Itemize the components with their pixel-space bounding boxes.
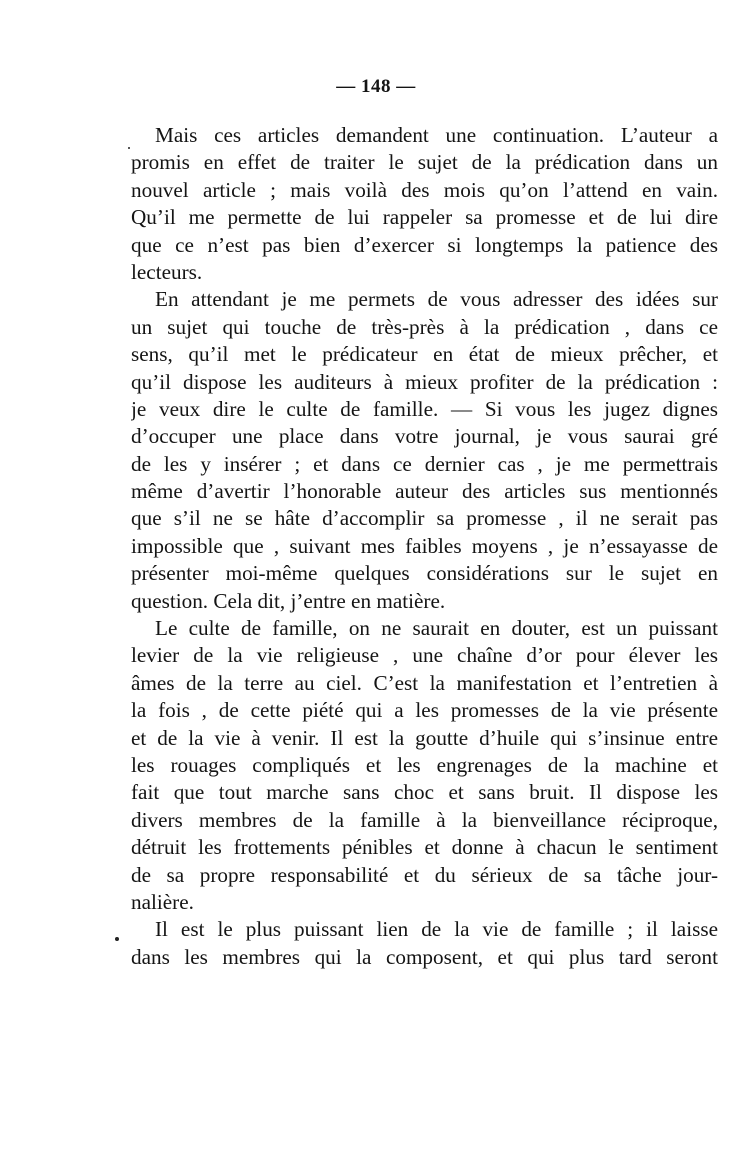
text-line: sens, qu’il met le prédicateur en état de mieux prêcher, et [131,342,718,367]
text-line: qu’il dispose les auditeurs à mieux profiter de la prédication : [131,369,718,394]
text-line: que ce n’est pas bien d’exercer si longtemps la patience des [131,232,718,257]
ink-speck [128,147,130,149]
text-line: de sa propre responsabilité et du sérieux de sa tâche jour- [131,862,718,887]
ink-speck [115,937,119,941]
text-line: les rouages compliqués et les engrenages de la machine et [131,752,718,777]
text-line: dans les membres qui la composent, et qui plus tard seront [131,944,718,969]
text-line: Qu’il me permette de lui rappeler sa promesse et de lui dire [131,205,718,230]
text-line: un sujet qui touche de très-près à la prédication , dans ce [131,314,718,339]
text-line: impossible que , suivant mes faibles moyens , je n’essayasse de [131,533,718,558]
text-line: la fois , de cette piété qui a les promesses de la vie présente [131,698,718,723]
text-line: fait que tout marche sans choc et sans bruit. Il dispose les [131,780,718,805]
body-text [131,122,718,971]
text-line: Mais ces articles demandent une continuation. L’auteur a [155,123,718,147]
text-line: que s’il ne se hâte d’accomplir sa promesse , il ne serait pas [131,506,718,531]
page-number: — 148 — [336,76,416,97]
text-line: Le culte de famille, on ne saurait en douter, est un puissant [155,616,718,641]
text-line: de les y insérer ; et dans ce dernier cas , je me permettrais [131,451,718,476]
text-line: nouvel article ; mais voilà des mois qu’on l’attend en vain. [131,177,718,202]
text-line: En attendant je me permets de vous adresser des idées sur [155,287,718,312]
text-line: je veux dire le culte de famille. — Si vous les jugez dignes [131,396,718,421]
text-line: âmes de la terre au ciel. C’est la manifestation et l’entretien à [131,670,718,695]
text-line: détruit les frottements pénibles et donne à chacun le sentiment [131,835,718,860]
text-line: lecteurs. [131,259,203,284]
text-line: divers membres de la famille à la bienveillance réciproque, [131,807,718,832]
text-line: promis en effet de traiter le sujet de la prédication dans un [131,150,718,175]
text-line: levier de la vie religieuse , une chaîne d’or pour élever les [131,643,718,668]
text-line: d’occuper une place dans votre journal, je vous saurai gré [131,424,718,449]
text-line: et de la vie à venir. Il est la goutte d’huile qui s’insinue entre [131,725,718,750]
text-line: nalière. [131,889,194,914]
text-line: même d’avertir l’honorable auteur des articles sus mentionnés [131,479,718,504]
text-line: question. Cela dit, j’entre en matière. [131,588,446,613]
text-line: Il est le plus puissant lien de la vie de famille ; il laisse [155,917,718,942]
text-line: présenter moi-même quelques considérations sur le sujet en [131,561,718,586]
